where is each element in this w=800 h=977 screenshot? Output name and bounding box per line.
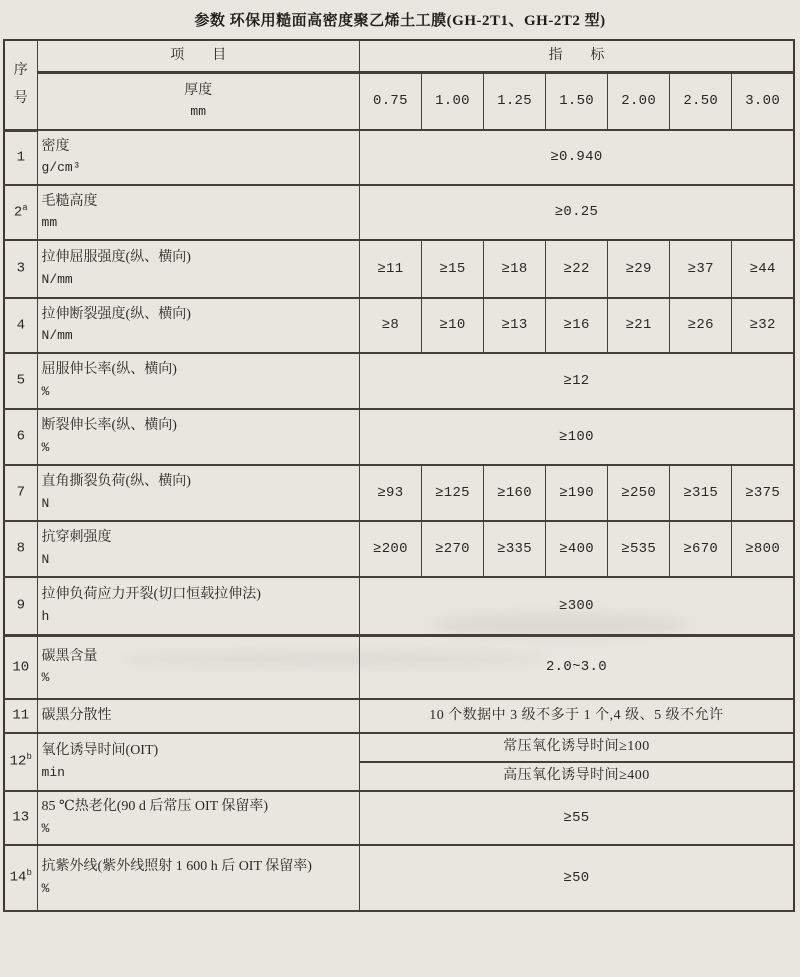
value-cell: ≥335 (484, 521, 546, 577)
item-name: 拉伸断裂强度(纵、横向) (41, 306, 191, 322)
table-row (4, 521, 794, 577)
thickness-value: 0.75 (359, 72, 421, 130)
item-unit: mm (41, 215, 58, 231)
item-unit: % (41, 670, 50, 686)
table-row (4, 298, 794, 353)
value-cell: ≥800 (732, 521, 794, 577)
item-name: 85 ℃热老化(90 d 后常压 OIT 保留率) (41, 799, 269, 815)
value-cell: ≥11 (359, 240, 421, 298)
page-title: 参数 环保用糙面高密度聚乙烯土工膜(GH-2T1、GH-2T2 型) (194, 13, 606, 29)
value-cell: ≥400 (546, 521, 608, 577)
value-cell: ≥37 (670, 240, 732, 298)
item-name: 抗紫外线(紫外线照射 1 600 h 后 OIT 保留率) (41, 859, 312, 875)
row-number-cell: 12$^b$ (4, 733, 37, 791)
value-cell: ≥535 (608, 521, 670, 577)
table-row (4, 465, 794, 521)
item-cell (37, 130, 359, 185)
value-cell: ≥0.25 (359, 185, 794, 240)
item-cell (37, 699, 359, 733)
item-cell (37, 577, 359, 635)
row-number-cell: 1 (4, 130, 37, 185)
value-cell: ≥10 (421, 298, 483, 353)
table-row (4, 240, 794, 298)
row-number-cell: 7 (4, 465, 37, 521)
item-name: 直角撕裂负荷(纵、横向) (41, 474, 191, 490)
table-row (4, 791, 794, 845)
value-cell: ≥13 (484, 298, 546, 353)
item-name: 碳黑含量 (41, 648, 98, 664)
value-cell: ≥270 (421, 521, 483, 577)
value-cell: ≥200 (359, 521, 421, 577)
row-number-cell: 2$^a$ (4, 185, 37, 240)
item-unit: % (41, 880, 50, 896)
row-number-cell: 10 (4, 635, 37, 699)
value-cell: 10 个数据中 3 级不多于 1 个,4 级、5 级不允许 (359, 699, 794, 733)
value-cell: ≥100 (359, 409, 794, 465)
row-number-cell: 14$^b$ (4, 845, 37, 911)
value-cell: ≥26 (670, 298, 732, 353)
item-name: 氧化诱导时间(OIT) (41, 743, 159, 759)
value-cell: ≥29 (608, 240, 670, 298)
item-name: 毛糙高度 (41, 193, 98, 209)
table-row (4, 635, 794, 699)
value-cell: ≥16 (546, 298, 608, 353)
row-number-cell: 9 (4, 577, 37, 635)
item-unit: min (41, 764, 65, 780)
item-cell (37, 409, 359, 465)
item-cell (37, 521, 359, 577)
item-unit: % (41, 820, 50, 836)
value-cell: ≥22 (546, 240, 608, 298)
item-name: 密度 (41, 138, 70, 154)
value-cell: ≥375 (732, 465, 794, 521)
spec-table (3, 39, 795, 912)
thickness-value: 1.25 (484, 72, 546, 130)
value-cell: ≥300 (359, 577, 794, 635)
table-row (4, 699, 794, 733)
row-number-cell: 6 (4, 409, 37, 465)
item-cell (37, 465, 359, 521)
table-header-row-2 (4, 72, 794, 130)
thickness-unit: mm (190, 104, 207, 120)
item-unit: g/cm³ (41, 160, 81, 176)
row-number-cell: 8 (4, 521, 37, 577)
value-cell: ≥125 (421, 465, 483, 521)
item-cell (37, 298, 359, 353)
table-row (4, 577, 794, 635)
table-header-row-1 (4, 40, 794, 72)
value-cell: ≥15 (421, 240, 483, 298)
value-cell: ≥670 (670, 521, 732, 577)
value-cell: 高压氧化诱导时间≥400 (359, 762, 794, 791)
thickness-value: 2.50 (670, 72, 732, 130)
value-cell: ≥21 (608, 298, 670, 353)
thickness-label: 厚度 (184, 82, 213, 98)
row-number-cell: 11 (4, 699, 37, 733)
row-number-cell: 4 (4, 298, 37, 353)
value-cell: ≥8 (359, 298, 421, 353)
item-name: 拉伸屈服强度(纵、横向) (41, 250, 191, 266)
header-seq: 序号 (4, 40, 37, 130)
item-name: 碳黑分散性 (41, 707, 112, 723)
item-cell (37, 635, 359, 699)
item-cell (37, 791, 359, 845)
table-row (4, 733, 794, 762)
item-name: 抗穿刺强度 (41, 530, 112, 546)
header-item: 项 目 (37, 40, 359, 72)
item-cell (37, 353, 359, 409)
item-cell (37, 185, 359, 240)
item-cell (37, 240, 359, 298)
item-unit: h (41, 608, 50, 624)
table-row (4, 130, 794, 185)
item-unit: % (41, 439, 50, 455)
item-name: 屈服伸长率(纵、横向) (41, 362, 177, 378)
value-cell: 常压氧化诱导时间≥100 (359, 733, 794, 762)
row-number-cell: 13 (4, 791, 37, 845)
value-cell: ≥0.940 (359, 130, 794, 185)
item-cell (37, 733, 359, 791)
thickness-value: 1.50 (546, 72, 608, 130)
thickness-value: 3.00 (732, 72, 794, 130)
thickness-value: 1.00 (421, 72, 483, 130)
item-unit: N/mm (41, 271, 73, 287)
value-cell: ≥93 (359, 465, 421, 521)
value-cell: ≥315 (670, 465, 732, 521)
item-name: 拉伸负荷应力开裂(切口恒载拉伸法) (41, 587, 261, 603)
header-thickness (37, 72, 359, 130)
value-cell: 2.0~3.0 (359, 635, 794, 699)
header-index: 指 标 (359, 40, 794, 72)
value-cell: ≥18 (484, 240, 546, 298)
item-unit: N (41, 495, 50, 511)
value-cell: ≥50 (359, 845, 794, 911)
item-unit: % (41, 383, 50, 399)
row-number-cell: 5 (4, 353, 37, 409)
item-name: 断裂伸长率(纵、横向) (41, 418, 177, 434)
value-cell: ≥55 (359, 791, 794, 845)
table-row (4, 409, 794, 465)
table-row (4, 353, 794, 409)
item-cell (37, 845, 359, 911)
row-number-cell: 3 (4, 240, 37, 298)
value-cell: ≥250 (608, 465, 670, 521)
value-cell: ≥12 (359, 353, 794, 409)
table-row (4, 185, 794, 240)
value-cell: ≥32 (732, 298, 794, 353)
item-unit: N (41, 551, 50, 567)
value-cell: ≥44 (732, 240, 794, 298)
value-cell: ≥190 (546, 465, 608, 521)
thickness-value: 2.00 (608, 72, 670, 130)
item-unit: N/mm (41, 328, 73, 344)
table-row (4, 845, 794, 911)
value-cell: ≥160 (484, 465, 546, 521)
